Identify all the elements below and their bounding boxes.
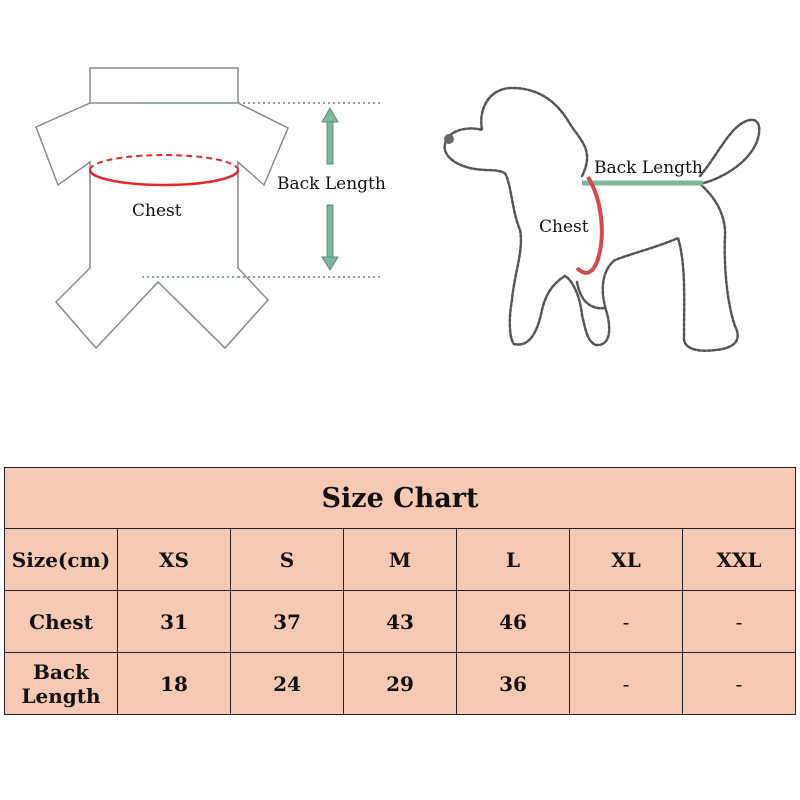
garment-back-length-label: Back Length (277, 174, 386, 194)
size-chart-row-back-length (5, 653, 796, 715)
dog-nose (444, 134, 454, 144)
cell-chest-m: 43 (344, 591, 457, 653)
cell-chest-xxl: - (683, 591, 796, 653)
cell-chest-l: 46 (457, 591, 570, 653)
row-label-chest: Chest (5, 591, 118, 653)
size-chart-header-row (5, 529, 796, 591)
cell-back-m: 29 (344, 653, 457, 715)
garment-chest-label: Chest (132, 201, 182, 221)
cell-back-xs: 18 (118, 653, 231, 715)
header-cell-l: L (457, 529, 570, 591)
cell-chest-s: 37 (231, 591, 344, 653)
header-cell-xxl: XXL (683, 529, 796, 591)
header-cell-xl: XL (570, 529, 683, 591)
cell-chest-xl: - (570, 591, 683, 653)
cell-back-s: 24 (231, 653, 344, 715)
cell-back-xxl: - (683, 653, 796, 715)
cell-back-l: 36 (457, 653, 570, 715)
garment-chest-ellipse (90, 155, 238, 185)
header-cell-xs: XS (118, 529, 231, 591)
size-chart-title-row (5, 468, 796, 529)
cell-chest-xs: 31 (118, 591, 231, 653)
size-chart-row-chest (5, 591, 796, 653)
cell-back-xl: - (570, 653, 683, 715)
dog-back-length-label: Back Length (594, 158, 703, 178)
header-cell-size: Size(cm) (5, 529, 118, 591)
header-cell-s: S (231, 529, 344, 591)
size-chart-table (4, 467, 796, 715)
dog-chest-label: Chest (539, 217, 589, 237)
row-label-back-length: Back Length (5, 653, 118, 715)
size-chart-title: Size Chart (5, 468, 796, 529)
header-cell-m: M (344, 529, 457, 591)
